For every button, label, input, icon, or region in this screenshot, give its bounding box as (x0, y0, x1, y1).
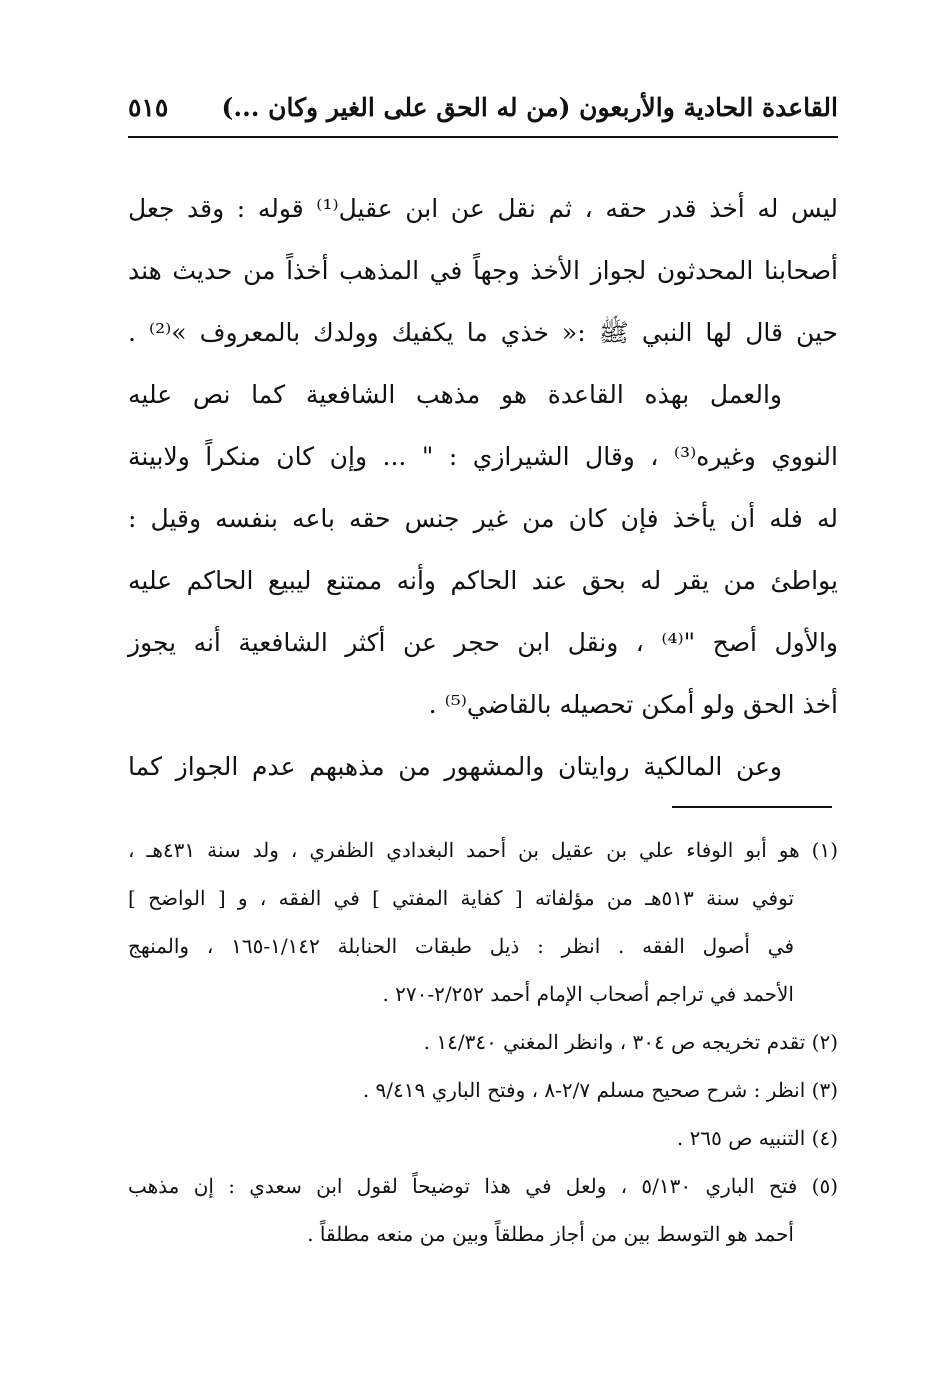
footnote-line: (٤) التنبيه ص ٢٦٥ . (676, 1126, 838, 1150)
running-header (128, 88, 838, 132)
text-line: أخذ الحق ولو أمكن تحصيله بالقاضي⁽⁵⁾ . (428, 690, 838, 719)
footnote-line: في أصول الفقه . انظر : ذيل طبقات الحنابلة ١/١٤٢-١٦٥ ، والمنهج (128, 934, 794, 958)
footnote-line: الأحمد في تراجم أصحاب الإمام أحمد ٢/٢٥٢-٢٧٠ . (382, 982, 794, 1006)
footnote-separator (672, 806, 832, 808)
footnote-line: (٥) فتح الباري ٥/١٣٠ ، ولعل في هذا توضيحاً لقول ابن سعدي : إن مذهب (128, 1174, 839, 1198)
text-line: ليس له أخذ قدر حقه ، ثم نقل عن ابن عقيل⁽¹⁾ قوله : وقد جعل (128, 194, 838, 223)
text-line: له فله أن يأخذ فإن كان من غير جنس حقه باعه بنفسه وقيل : (128, 504, 838, 533)
footnote-line: (٣) انظر : شرح صحيح مسلم ٢/٧-٨ ، وفتح الباري ٩/٤١٩ . (362, 1078, 838, 1102)
text-line: أصحابنا المحدثون لجواز الأخذ وجهاً في المذهب أخذاً من حديث هند (128, 256, 838, 285)
footnote-line: أحمد هو التوسط بين من أجاز مطلقاً وبين من منعه مطلقاً . (307, 1222, 794, 1246)
running-header-title: القاعدة الحادية والأربعون (من له الحق على الغير وكان ...) (221, 93, 838, 122)
text-line: يواطئ من يقر له بحق عند الحاكم وأنه ممتنع ليبيع الحاكم عليه (128, 566, 838, 595)
header-rule (128, 136, 838, 138)
main-text (128, 178, 838, 798)
text-line: حين قال لها النبي ﷺ :« خذي ما يكفيك وولدك بالمعروف »⁽²⁾ . (128, 318, 838, 347)
text-line: والأول أصح "⁽⁴⁾ ، ونقل ابن حجر عن أكثر الشافعية أنه يجوز (128, 628, 838, 657)
text-line-paragraph-start: وعن المالكية روايتان والمشهور من مذهبهم عدم الجواز كما (128, 752, 782, 781)
text-line: النووي وغيره⁽³⁾ ، وقال الشيرازي : " ... وإن كان منكراً ولابينة (128, 442, 838, 471)
footnote-line: (١) هو أبو الوفاء علي بن عقيل بن أحمد البغدادي الظفري ، ولد سنة ٤٣١هـ ، (128, 838, 839, 862)
footnote-line: (٢) تقدم تخريجه ص ٣٠٤ ، وانظر المغني ١٤/٣٤٠ . (423, 1030, 838, 1054)
text-line-paragraph-start: والعمل بهذه القاعدة هو مذهب الشافعية كما نص عليه (128, 380, 782, 409)
page-number: ٥١٥ (128, 93, 169, 122)
footnotes (128, 826, 838, 1258)
footnote-line: توفي سنة ٥١٣هـ من مؤلفاته [ كفاية المفتي ] في الفقه ، و [ الواضح ] (128, 886, 795, 910)
